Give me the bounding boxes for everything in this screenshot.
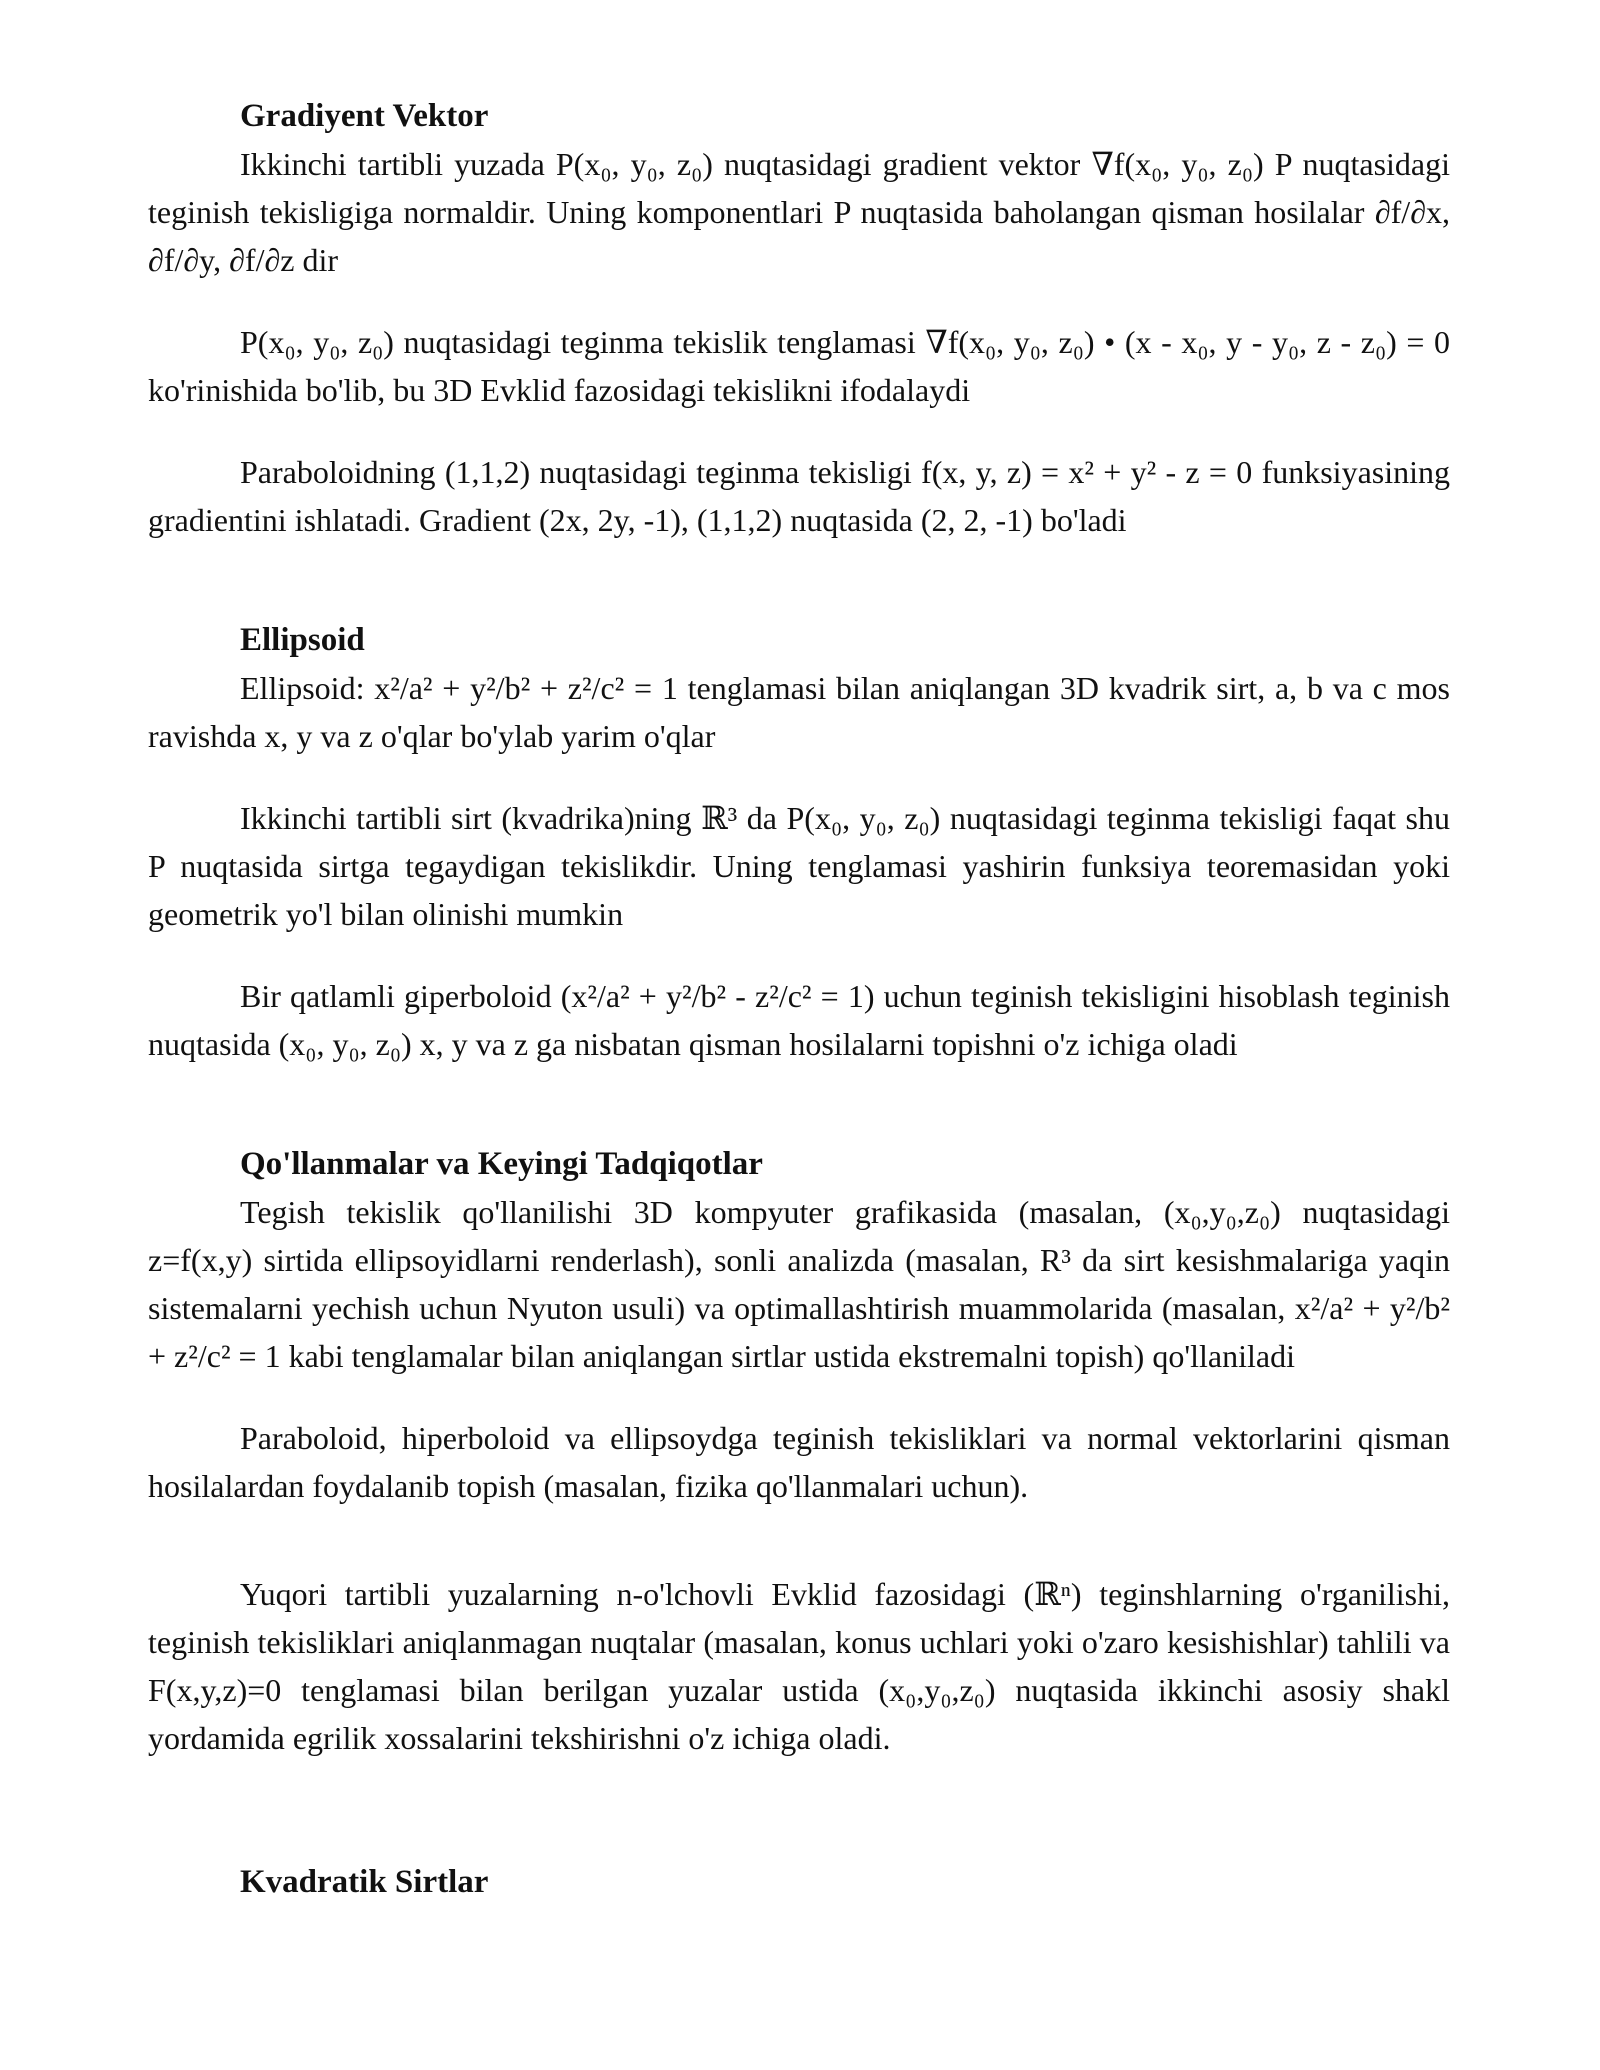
paragraph: Ikkinchi tartibli yuzada P(x₀, y₀, z₀) nuqtasidagi gradient vektor ∇f(x₀, y₀, z₀) P nuqtasidagi teginish tekisligiga normaldir. Uning komponentlari P nuqtasida baholangan qisman hosilalar ∂f/∂x, ∂f/∂y, ∂f/∂z dir xyxy=(148,146,1450,278)
paragraph: Bir qatlamli giperboloid (x²/a² + y²/b² - z²/c² = 1) uchun teginish tekisligini hisoblash teginish nuqtasida (x₀, y₀, z₀) x, y va z ga nisbatan qisman hosilalarni topishni o'z ichiga oladi xyxy=(148,978,1450,1062)
paragraph: Ellipsoid: x²/a² + y²/b² + z²/c² = 1 tenglamasi bilan aniqlangan 3D kvadrik sirt, a, b va c mos ravishda x, y va z o'qlar bo'ylab yarim o'qlar xyxy=(148,670,1450,754)
section-heading-ellipsoid: Ellipsoid xyxy=(240,622,365,658)
section-heading-gradient: Gradiyent Vektor xyxy=(240,98,489,134)
paragraph: Paraboloid, hiperboloid va ellipsoydga teginish tekisliklari va normal vektorlarini qisman hosilalardan foydalanib topish (masalan, fizika qo'llanmalari uchun). xyxy=(148,1420,1450,1504)
document-body xyxy=(148,92,1450,1906)
paragraph: P(x₀, y₀, z₀) nuqtasidagi teginma tekislik tenglamasi ∇f(x₀, y₀, z₀) • (x - x₀, y - y₀, z - z₀) = 0 ko'rinishida bo'lib, bu 3D Evklid fazosidagi tekislikni ifodalaydi xyxy=(148,324,1450,408)
paragraph: Paraboloidning (1,1,2) nuqtasidagi teginma tekisligi f(x, y, z) = x² + y² - z = 0 funksiyasining gradientini ishlatadi. Gradient (2x, 2y, -1), (1,1,2) nuqtasida (2, 2, -1) bo'ladi xyxy=(148,454,1450,538)
paragraph: Yuqori tartibli yuzalarning n-o'lchovli Evklid fazosidagi (ℝⁿ) teginshlarning o'rganilishi, teginish tekisliklari aniqlanmagan nuqtalar (masalan, konus uchlari yoki o'zaro kesishishlar) tahlili va F(x,y,z)=0 tenglamasi bilan berilgan yuzalar ustida (x₀,y₀,z₀) nuqtasida ikkinchi asosiy shakl yordamida egrilik xossalarini tekshirishni o'z ichiga oladi. xyxy=(148,1576,1450,1756)
section-heading-quadric-surfaces: Kvadratik Sirtlar xyxy=(240,1864,489,1900)
section-heading-applications: Qo'llanmalar va Keyingi Tadqiqotlar xyxy=(240,1146,763,1182)
paragraph: Ikkinchi tartibli sirt (kvadrika)ning ℝ³ da P(x₀, y₀, z₀) nuqtasidagi teginma tekisligi faqat shu P nuqtasida sirtga tegaydigan tekislikdir. Uning tenglamasi yashirin funksiya teoremasidan yoki geometrik yo'l bilan olinishi mumkin xyxy=(148,800,1450,932)
paragraph: Tegish tekislik qo'llanilishi 3D kompyuter grafikasida (masalan, (x₀,y₀,z₀) nuqtasidagi z=f(x,y) sirtida ellipsoyidlarni renderlash), sonli analizda (masalan, R³ da sirt kesishmalariga yaqin sistemalarni yechish uchun Nyuton usuli) va optimallashtirish muammolarida (masalan, x²/a² + y²/b² + z²/c² = 1 kabi tenglamalar bilan aniqlangan sirtlar ustida ekstremalni topish) qo'llaniladi xyxy=(148,1194,1450,1374)
